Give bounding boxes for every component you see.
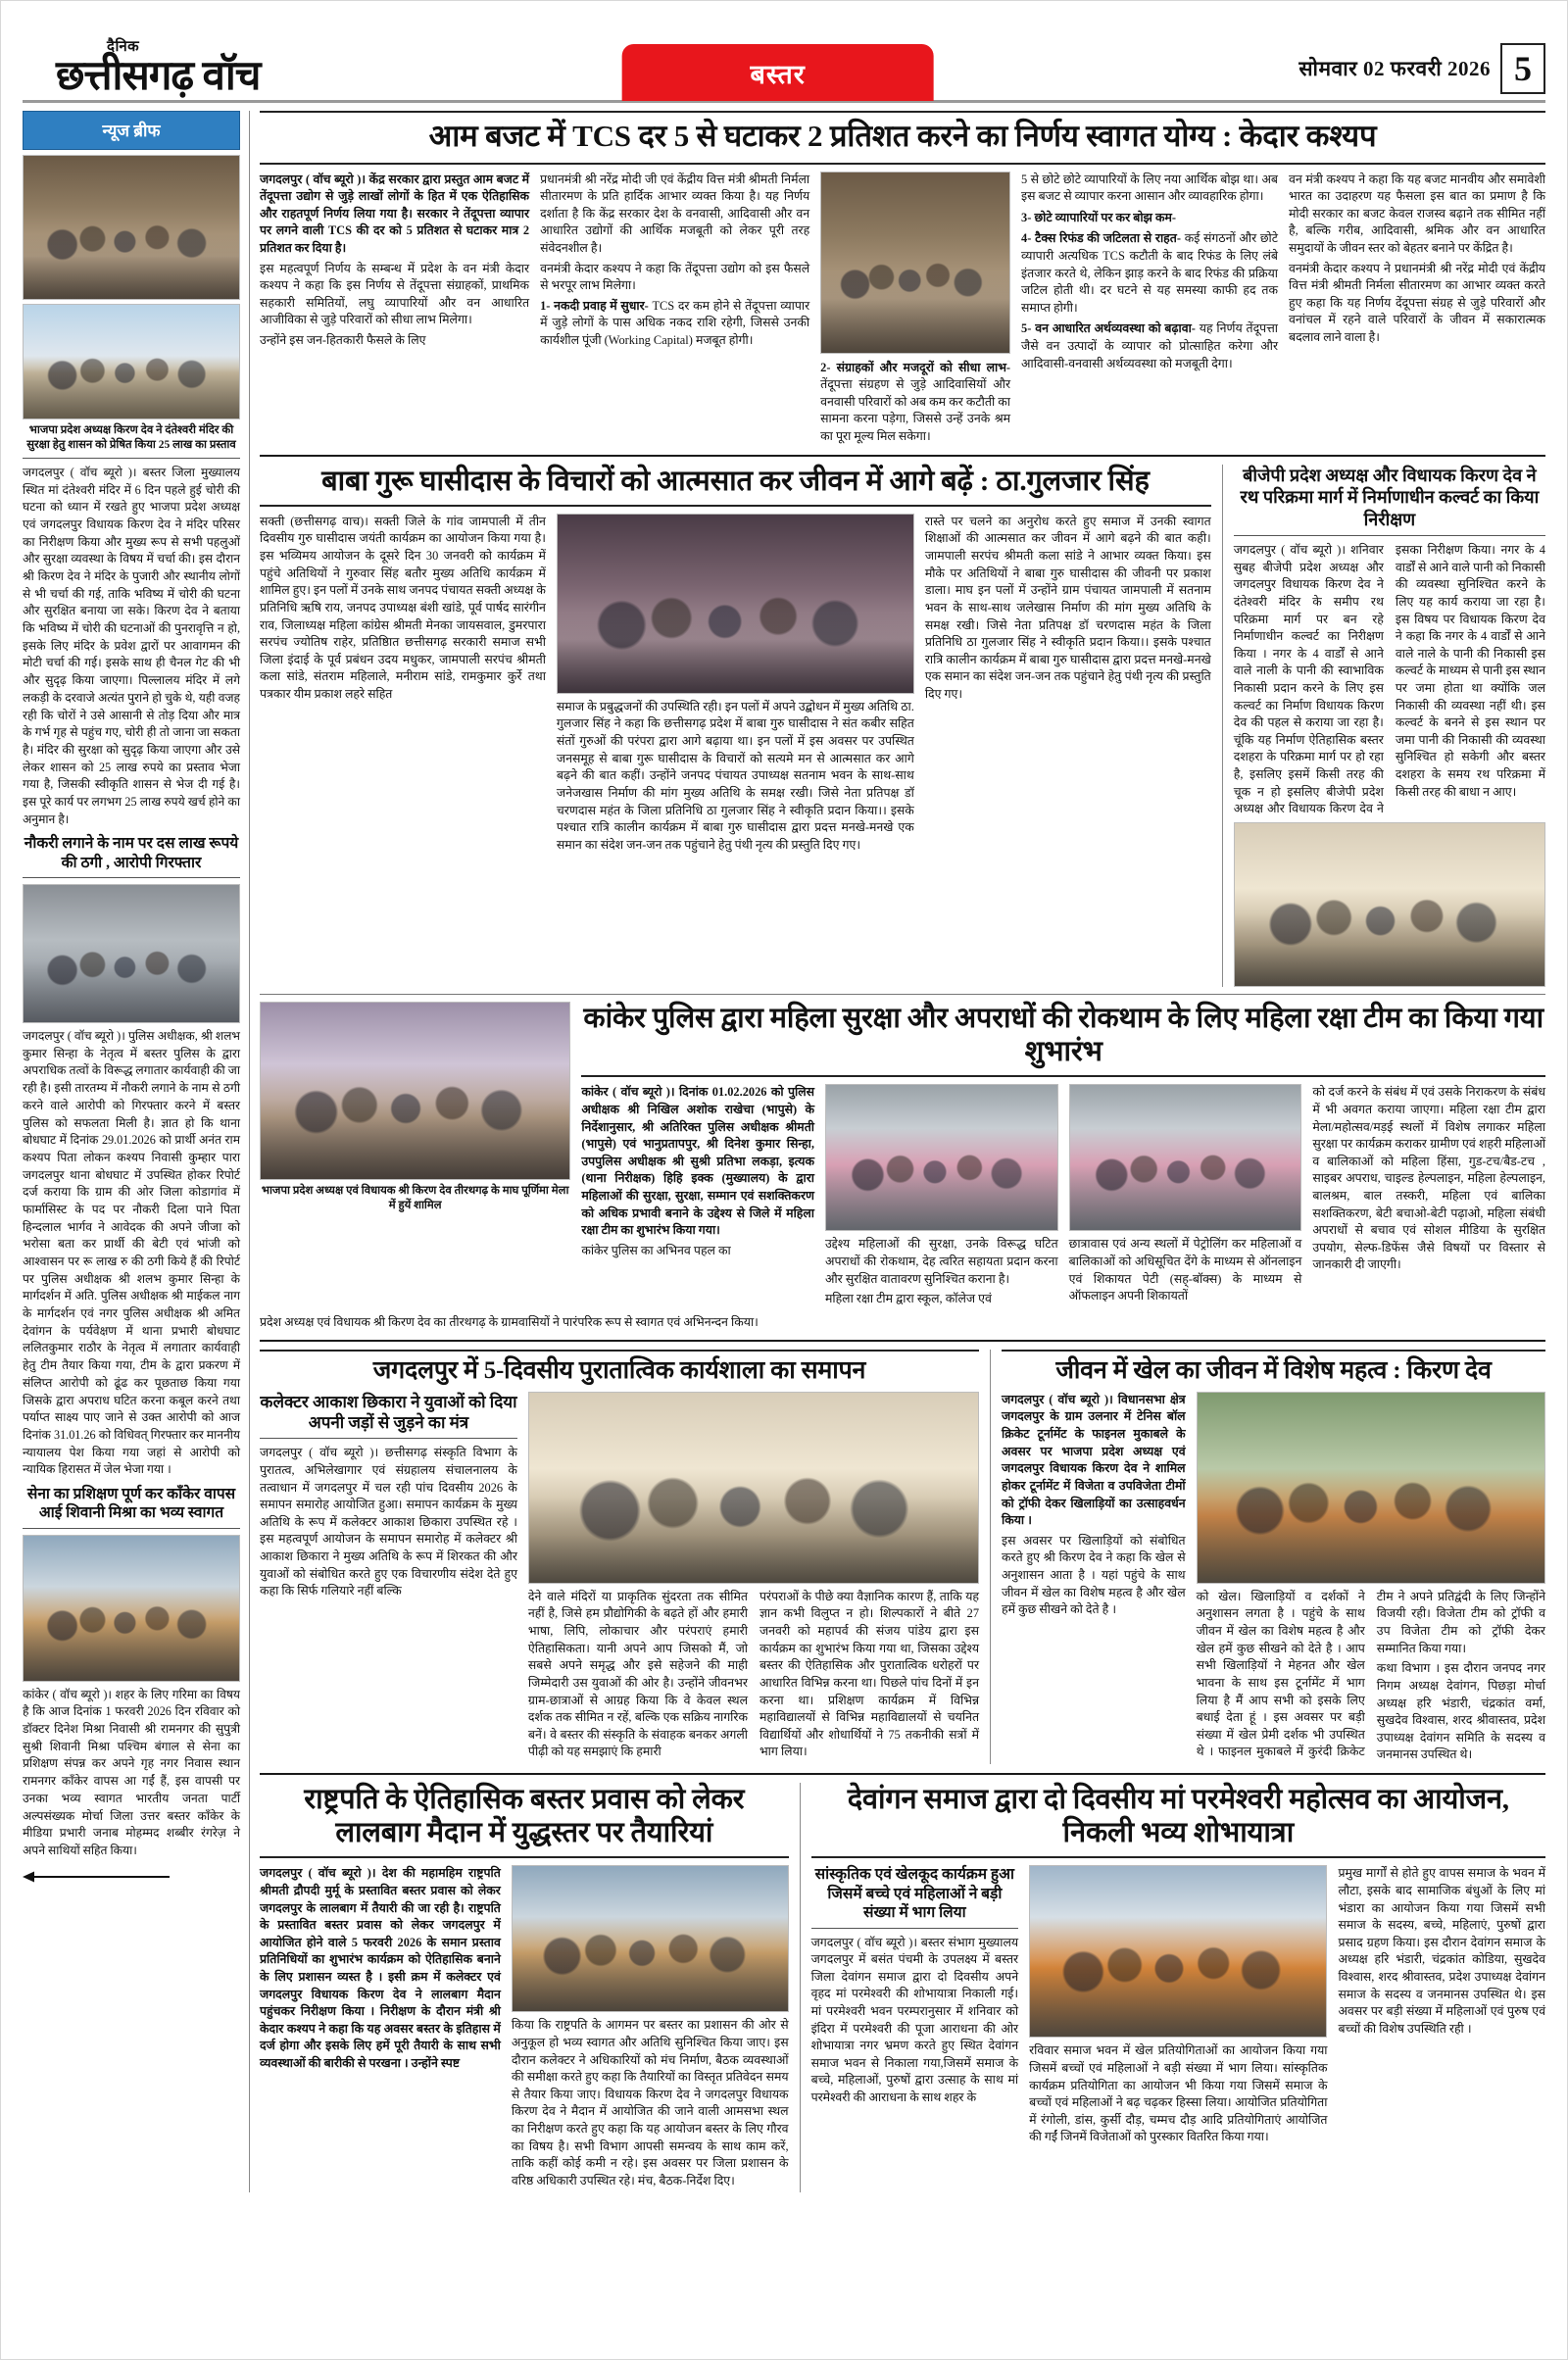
lead-point-3-title: छोटे व्यापारियों पर कर बोझ कम- [1034, 210, 1177, 224]
lead-point-4-title: टैक्स रिफंड की जटिलता से राहत- [1035, 231, 1181, 246]
lead-col2-text: प्रधानमंत्री श्री नरेंद्र मोदी जी एवं केंद्रीय वित्त मंत्री श्रीमती निर्मला सीतारमण के प्रति हार्दिक आभार व्यक्त किया है। यह निर्णय दर्शाता है कि केंद्र सरकार देश के वनवासी, आदिवासी और वन आधारित उद्योगों की आर्थिक मजबूती को लेकर पूरी तरह संवेदनशील है। [540, 172, 810, 256]
masthead [23, 19, 1545, 103]
culvert-text: जगदलपुर ( वॉच ब्यूरो )। शनिवार सुबह बीजेपी प्रदेश अध्यक्ष और जगदलपुर विधायक किरण देव ने दंतेश्वरी मंदिर के समीप रथ परिक्रमा मार्ग पर बन रहे निर्माणाधीन कल्वर्ट का निरीक्षण किया । नगर के 4 वार्डों से आने वाले नाली के पानी की स्वाभाविक निकासी प्रदान करने के लिए इस कल्वर्ट का निर्माण विधायक किरण देव की पहल से कराया जा रहा है। चूंकि यह निर्माण ऐतिहासिक बस्तर दशहरा के परिक्रमा मार्ग पर हो रहा है, इसलिए इसमें किसी तरह की चूक न हो इसलिए बीजेपी प्रदेश अध्यक्ष और विधायक किरण देव ने इसका निरीक्षण किया। नगर के 4 वार्डों से आने वाले पानी को निकासी की व्यवस्था सुनिश्चित करने के लिए यह कार्य कराया जा रहा है। इस विषय पर विधायक किरण देव ने कहा कि नगर के 4 वार्डों से आने वाले नाले के पानी की निकासी इस कल्वर्ट के माध्यम से पानी इस स्थान पर जमा होता था क्योंकि जल निकासी की व्यवस्था नहीं थी। इस कल्वर्ट के बनने से इस स्थान पर जमा पानी की निकासी की व्यवस्था सुनिश्चित हो सकेगी और बस्तर दशहरा के समय रथ परिक्रमा में किसी तरह की बाधा न आए। [1233, 543, 1545, 816]
left-rail [23, 111, 250, 2192]
date-block [1298, 43, 1545, 98]
president-photo [512, 1865, 789, 2012]
guru-col3-text: रास्ते पर चलने का अनुरोध करते हुए समाज में उनकी स्वागत शिक्षाओं की आत्मसात कर जीवन में आगे बढ़ने की बात कही। जामपाली सरपंच श्रीमती कला सांडे ने आभार व्यक्त किया। इस मौके पर अतिथियों ने बाबा गुरु घासीदास की जीवनी पर प्रकाश डाला। माघ इन पलों में उन्होंने ग्राम पंचायत जामपाली में सतनाम भवन के साथ-साथ जलेखास निर्माण की मांग मुख्य अतिथि के समक्ष रखी। जिसे नेता प्रतिपक्ष डॉ चरणदास महंत के जिला प्रतिनिधि ठा गुलजार सिंह ने स्वीकृति प्रदान किया।। इसके पश्चात रात्रि कालीन कार्यक्रम में बाबा गुरु घासीदास द्वारा प्रदत्त मनखे-मनखे एक समान का संदेश जन-जन तक पहुंचाने हेतु पंथी नृत्य की प्रस्तुति दिए गए। [924, 514, 1211, 701]
lead-headline: आम बजट में TCS दर 5 से घटाकर 2 प्रतिशत करने का निर्णय स्वागत योग्य : केदार कश्यप [260, 111, 1545, 165]
rail-photo-temple [23, 304, 240, 419]
lead-point-4-num: 4- [1021, 231, 1032, 246]
rail-headline-3: सेना का प्रशिक्षण पूर्ण कर कॉंकेर वापस आई शिवानी मिश्रा का भव्य स्वागत [26, 1485, 236, 1522]
guru-headline: बाबा गुरू घासीदास के विचारों को आत्मसात कर जीवन में आगे बढ़ें : ठा.गुलजार सिंह [321, 465, 1150, 497]
lead-col1-text: जगदलपुर ( वॉच ब्यूरो )। केंद्र सरकार द्वारा प्रस्तुत आम बजट में तेंदूपत्ता उद्योग से जुड़े लाखों लोगों के हित में एक ऐतिहासिक और राहतपूर्ण निर्णय लिया गया है। सरकार ने तेंदूपत्ता व्यापार पर लगने वाली TCS की दर को 5 प्रतिशत से घटाकर मात्र 2 प्रतिशत कर दिया है। [260, 172, 530, 256]
culvert-photo [1234, 822, 1545, 987]
guru-col2-text: समाज के प्रबुद्धजनों की उपस्थिति रही। इन पलों में अपने उद्बोधन में मुख्य अतिथि ठा. गुलजार सिंह ने कहा कि छत्तीसगढ़ प्रदेश में बाबा गुरु घासीदास ने संत कबीर सहित संतों गुरुओं की परंपरा द्वारा आगे बढ़ाया था। इन पलों में इस अवसर पर उपस्थित जनसमूह से बाबा गुरू घासीदास के विचारों को सत्यमे मन से आत्मसात कर आगे बढ़ने की बात कहीं। उन्होंने जनपद पंचायत उपाध्यक्ष सतनाम भवन के साथ-साथ जनेजखास निर्माण की मांग मुख्य अतिथि के समक्ष रखी। जिसे नेता प्रतिपक्ष डॉ चरणदास महंत के जिला प्रतिनिधि ठा गुलजार सिंह ने स्वीकृति प्रदान किया।। इसके पश्चात रात्रि कालीन कार्यक्रम में बाबा गुरु घासीदास द्वारा प्रदत्त मनखे-मनखे एक समान का संदेश जन-जन तक पहुंचाने हेतु पंथी नृत्य की प्रस्तुति दिए गए। [556, 699, 914, 852]
lead-col1b-text: इस महत्वपूर्ण निर्णय के सम्बन्ध में प्रदेश के वन मंत्री केदार कश्यप ने कहा कि इस निर्णय से तेंदूपत्ता संग्राहकों, प्राथमिक सहकारी समितियों, लघु व्यापारियों और वन आधारित आजीविका से जुड़े परिवारों को सीधा लाभ मिलेगा। [260, 261, 530, 327]
sports-photo [1197, 1392, 1545, 1584]
lead-point-1-title: नकदी प्रवाह में सुधार- [554, 298, 649, 313]
main-content [260, 111, 1545, 2192]
devangan-col1-text: जगदलपुर ( वॉच ब्यूरो )। बस्तर संभाग मुख्यालय जगदलपुर में बसंत पंचमी के उपलक्ष्य में बस्तर जिला देवांगन समाज द्वारा दो दिवसीय अपने वृहद मां परमेश्वरी की शोभायात्रा निकाली गई। मां परमेश्वरी भवन परम्परानुसार में शनिवार को इंदिरा में परमेश्वरी की पूजा आराधना की ओर शोभायात्रा नगर भ्रमण करते हुए स्थित देवांगन समाज भवन से निकाला गया,जिसमें समाज के बच्चे, महिलाओं, पुरुषों द्वारा उत्साह के साथ मां परमेश्वरी की आराधना के साथ शहर के [810, 1935, 1019, 2104]
story-workshop [260, 1350, 979, 1764]
lead-col5b-text: वनमंत्री केदार कश्यप ने प्रधानमंत्री श्री नरेंद्र मोदी एवं केंद्रीय वित्त मंत्री श्रीमती निर्मला सीतारमण का आभार व्यक्त करते हुए कहा कि यह निर्णय देंदूपत्ता संग्रह से जुड़े परिवारों और वनांचल में रहने वाले परिवारों के जीवन में सकारात्मक बदलाव लाने वाला है। [1289, 261, 1545, 345]
kanker-col3-text: छात्रावास एवं अन्य स्थलों में पेट्रोलिंग कर महिलाओं व बालिकाओं को अधिसूचित देंगे के माध्यम से ऑनलाइन एवं शिकायत पेटी (सह्-बॉक्स) के माध्यम से ऑफलाइन अपनी शिकायतों [1068, 1237, 1302, 1303]
newspaper-logo [56, 40, 260, 98]
workshop-col1-text: जगदलपुर ( वॉच ब्यूरो )। छत्तीसगढ़ संस्कृति विभाग के पुरातत्व, अभिलेखागार एवं संग्रहालय संचालनालय के तत्वाधान में जगदलपुर में चल रही पांच दिवसीय 2026 के समापन समारोह आयोजित हुआ। समापन कार्यक्रम के मुख्य अतिथि के रूप में कलेक्टर आकाश छिकारा उपस्थित रहे । इस महत्वपूर्ण आयोजन के समापन समारोह में कलेक्टर श्री आकाश छिकारा ने मुख्य अतिथि के रूप में शिरकत की और युवाओं को संबोधित करते हुए एक विचारणीय संदेश देते हुए कहा कि सिर्फ गलियारे नहीं बल्कि [260, 1446, 517, 1598]
lead-portrait-photo [820, 172, 1010, 354]
president-col1-text: जगदलपुर ( वॉच ब्यूरो )। देश की महामहिम राष्ट्रपति श्रीमती द्रौपदी मुर्मू के प्रस्तावित बस्तर प्रवास को लेकर जगदलपुर के लालबाग में तैयारी की जा रही है। राष्ट्रपति के प्रस्तावित बस्तर प्रवास को लेकर जगदलपुर में आयोजित होने वाले 5 फरवरी 2026 के समान प्रस्ताव प्रतिनिधियों का शुभारंभ कार्यक्रम को ऐतिहासिक बनाने के लिए प्रशासन व्यस्त है । इसी क्रम में कलेक्टर एवं जगदलपुर विधायक किरण देव ने लालबाग मैदान पहुंचकर निरीक्षण किया । निरीक्षण के दौरान मंत्री श्री केदार कश्यप ने कहा कि यह अवसर बस्तर के इतिहास में दर्ज होगा और इसके लिए हमें पूरी तैयारी के साथ सभी व्यवस्थाओं की बारीकी से परखना । उन्होंने स्पष्ट [260, 1866, 501, 2071]
row-kanker [260, 1002, 1545, 1311]
kanker-photo [825, 1084, 1058, 1231]
workshop-col2-text: देने वाले मंदिरों या प्राकृतिक सुंदरता तक सीमित नहीं है, जिसे हम प्रौद्योगिकी के बढ़ते हों और हमारी भाषा, लिपि, लोकाचार और परंपराएं हमारी ऐतिहासिकता। यानी अपने आप जिसको मैं, जो सबसे अपने समृद्ध और इसे सहेजने की माही जिम्मेदारी उस युवाओं की ओर है। उन्होंने जीवनभर ग्राम-छात्राओं से आग्रह किया कि वे केवल स्थल दर्शक तक सीमित न रहें, बल्कि एक सक्रिय नागरिक बनें। वे बस्तर की संस्कृति के संवाहक बनकर अगली पीढ़ी को यह समझाएं कि हमारी [527, 1589, 748, 1759]
row-president-devangan [260, 1783, 1545, 2193]
lead-point-5-num: 5- [1021, 321, 1032, 336]
president-col2-text: किया कि राष्ट्रपति के आगमन पर बस्तर का प्रशासन की ओर से अनुकूल हो भव्य स्वागत और अतिथि सुनिश्चित किया जाए। इस दौरान कलेक्टर ने अधिकारियों को मंच निर्माण, बैठक व्यवस्थाओं की समीक्षा करते हुए कहा कि तैयारियों का विस्तृत प्रतिवेदन समय से तैयार किया जाए। विधायक किरण देव ने जगदलपुर विधायक किरण देव ने मैदान में आयोजित की जाने वाली आमसभा स्थल का निरीक्षण करते हुए कहा कि यह आयोजन बस्तर के लिए गौरव का विषय है। सभी विभाग आपसी समन्वय के साथ काम करें, ताकि कहीं कोई कमी न रहे। इस अवसर पर जिला प्रशासन के वरिष्ठ अधिकारी उपस्थित रहे। मंच, बैठक-निर्देश दिए। [511, 2018, 789, 2188]
kiran-fair-caption: भाजपा प्रदेश अध्यक्ष एवं विधायक श्री किरण देव तीरथगढ़ के माघ पूर्णिमा मेला में हुयें शामिल [261, 1184, 569, 1211]
rail-article-1-text: जगदलपुर ( वॉच ब्यूरो )। बस्तर जिला मुख्यालय स्थित मां दंतेश्वरी मंदिर में 6 दिन पहले हुई चोरी की घटना को ध्यान में रखते हुए भाजपा प्रदेश अध्यक्ष एवं जगदलपुर विधायक किरण देव ने मंदिर परिसर का निरीक्षण किया और मुख्य रूप से सभी पहलुओं और सुरक्षा व्यवस्था के विषय में चर्चा की। इस दौरान श्री किरण देव ने मंदिर के पुजारी और स्थानीय लोगों से भी चर्चा की गई, ताकि भविष्य में चोरी की घटना और सुरक्षित बनाया जा सके। किरण देव ने बताया कि भविष्य में चोरी की घटनाओं की पुनरावृत्ति न हो, इसके लिए मंदिर के प्रवेश द्वारों पर आवागमन की मोटी चर्चा की गई। इसके साथ ही चैनल गेट की भी और सुदृढ़ किया जाएगा। पिल्लालय मंदिर में लगे लकड़ी के दरवाजे अत्यंत पुराने हो चुके थे, यही वजह रही कि चोरों ने उसे आसानी से तोड़ दिया और मात्र के गर्भ गृह से पहुंच गए, चोरी ही तो जाना जा सकता है। मंदिर की सुरक्षा को सुदृढ़ किया जाएगा और उसे लेकर शासन को 25 लाख रुपये का प्रस्ताव भेजा गया है, जिसकी स्वीकृति शासन से भेज दी गई है। इस पूरे कार्य पर लगभग 25 लाख रुपये खर्च होने का अनुमान है। [23, 465, 240, 826]
lead-point-5-title: वन आधारित अर्थव्यवस्था को बढ़ावा- [1035, 321, 1196, 336]
lead-point-4-text: कई संगठनों और छोटे व्यापारी अत्यधिक TCS कटौती के बाद रिफंड के लिए लंबे इंतजार करते थे, लेकिन झाड़ करने के बाद रिफंड की प्रक्रिया जटिल होती थी। दर घटने से यह समस्या काफी हद तक समाप्त होगी। [1021, 231, 1279, 315]
lead-point-1-text: TCS दर कम होने से तेंदूपत्ता व्यापार में जुड़े लोगों के पास अधिक नकद राशि रहेगी, जिससे उनकी कार्यशील पूंजी (Working Capital) मजबूत होगी। [540, 298, 810, 348]
lead-story [260, 111, 1545, 446]
devangan-col2-text: प्रमुख मार्गों से होते हुए वापस समाज के भवन में लौटा, इसके बाद सामाजिक बंधुओं के लिए मां भंडारा का आयोजन किया गया जिसमें सभी समाज के सदस्य, बच्चे, महिलाएं, पुरुषों द्वारा प्रसाद ग्रहण किया। इस दौरान देवांगन समाज के अध्यक्ष हरि भंडारी, चंद्रकांत कोडिया, सुखदेव विश्वास, शरद श्रीवास्तव, प्रदेश उपाध्यक्ष देवांगन समाज के सदस्य व जनमानस उपस्थित थे। इस अवसर पर बड़ी संख्या में महिलाओं एवं पुरुष एवं बच्चों की विशेष उपस्थिति रही । [1338, 1866, 1545, 2036]
lead-point-5-text: यह निर्णय तेंदूपत्ता जैसे वन उत्पादों के व्यापार को प्रोत्साहित करेगा और आदिवासी-वनवासी अर्थव्यवस्था को मजबूती देगा। [1021, 321, 1279, 370]
devangan-photo [1029, 1865, 1327, 2038]
left-arrow-icon [23, 1870, 170, 1884]
sports-col2-text: को खेल। खिलाड़ियों व दर्शकों ने अनुशासन लगता है । पहुंचे के साथ जीवन में खेल का विशेष महत्व है और खेल हमें कुछ सीखने को देते है । आप सभी खिलाड़ियों ने मेहनत और खेल भावना के साथ इस टूर्नामेंट में भाग लिया है मैं आप सभी को इसके लिए बधाई देता हूं । इस अवसर पर बड़ी संख्या में खेल प्रेमी दर्शक भी उपस्थित थे । फाइनल मुकाबले में कुरंदी क्रिकेट टीम ने अपने प्रतिद्वंदी के लिए जिन्होंने विजयी रही। विजेता टीम को ट्रॉफी व उप विजेता टीम को ट्रॉफी देकर सम्मानित किया गया। [1196, 1589, 1545, 1759]
row-guru-culvert [260, 465, 1545, 987]
story-kanker [581, 1002, 1545, 1311]
kanker-col4-text: को दर्ज करने के संबंध में एवं उसके निराकरण के संबंध में भी अवगत कराया जाएगा। महिला रक्षा टीम द्वारा मेला/महोत्सव/मड़ई स्थलों में विशेष लगाकर महिला सुरक्षा पर कार्यक्रम कराकर ग्रामीण एवं शहरी महिलाओं व बालिकाओं को महिला हिंसा, गुड-टच/बैड-टच , साइबर अपराध, चाइल्ड हेल्पलाइन, महिला हेल्पलाइन, बालश्रम, बाल तस्करी, महिला एवं बालिका सशक्तिकरण, बेटी बचाओ-बेटी पढ़ाओ, महिला संबंधी अपराधों से बचाव एवं सोशल मीडिया के सुरक्षित उपयोग, सेल्फ-डिफेंस जैसे विषयों पर विस्तार से जानकारी दी जाएगी। [1312, 1085, 1545, 1272]
sports-col1b-text: इस अवसर पर खिलाड़ियों को संबोधित करते हुए श्री किरण देव ने कहा कि खेल से अनुशासन आता है । यहां पहुंचे के साथ जीवन में खेल का विशेष महत्व है और खेल हमें कुछ सीखने को देते है । [1002, 1533, 1186, 1617]
kanker-col1b-text: कांकेर पुलिस का अभिनव पहल का [581, 1243, 731, 1257]
devangan-col3-text: रविवार समाज भवन में खेल प्रतियोगिताओं का आयोजन किया गया जिसमें बच्चों एवं महिलाओं ने बड़ी संख्या में भाग लिया। सांस्कृतिक कार्यक्रम प्रतियोगिता का आयोजन भी किया गया जिसमें समाज के बच्चों एवं महिलाओं ने बढ़ चढ़कर हिस्सा लिया। आयोजित प्रतियोगिता में रंगोली, डांस, कुर्सी दौड़, चम्मच दौड़ आदि प्रतियोगिताएं आयोजित की गईं जिनमें विजेताओं को पुरस्कार वितरित किया गया। [1029, 2043, 1328, 2144]
kanker-col1-text: कांकेर ( वॉच ब्यूरो )। दिनांक 01.02.2026 को पुलिस अधीक्षक श्री निखिल अशोक राखेचा (भापुसे) के निर्देशानुसार, श्री अतिरिक्त पुलिस अधीक्षक श्रीमती (भापुसे) एवं भानुप्रतापपुर, श्री दिनेश कुमार सिन्हा, उपपुलिस अधीक्षक श्री सुश्री प्रतिभा लकड़ा, इत्यक (थाना निरीक्षक) हिहि इक्क (मुख्यालय) के द्वारा महिलाओं की सुरक्षा, सुरक्षा, सम्मान एवं सशक्तिकरण को अधिक प्रभावी बनाने के उद्देश्य से जिले में महिला रक्षा टीम का शुभारंभ किया गया। [581, 1085, 814, 1238]
story-devangan [800, 1783, 1545, 2193]
kanker-col2-text: उद्देश्य महिलाओं की सुरक्षा, उनके विरूद्ध घटित अपराधों की रोकथाम, देह त्वरित सहायता प्रदान करना और सुरक्षित वातावरण सुनिश्चित कराना है। [824, 1237, 1058, 1286]
guru-col1-text: सक्ती (छत्तीसगढ़ वाच)। सक्ती जिले के गांव जामपाली में तीन दिवसीय गुरु घासीदास जयंती कार्यक्रम का आयोजन किया गया है। इस भव्यिमय आयोजन के दूसरे दिन 30 जनवरी को कार्यक्रम में पहुंचे अतिथियों ने गुरुवार सिंह बतौर मुख्य अतिथि कार्यक्रम में शामिल हुए। इन पलों में उनके साथ जनपद पंचायत सक्ती अध्यक्ष के प्रतिनिधि ऋषि राय, जनपद उपाध्यक्ष बंशी खांडे, पूर्व पार्षद सारंगीन राव, जिलाध्यक्ष महिला कांग्रेस श्रीमती मेनका जायसवाल, डुमरपारा सरपंच ज्योतिष राहेर, प्रतिष्ठाित छत्तीसगढ़ सरकारी समाज सभी जिला इंदाई के पूर्व प्रबंधन उदय मधुकर, जामपाली सरपंच श्रीमती कला सांडे, संतराम महिलाले, मनीराम सांडे, रामकुमार कुर्रे तथा पत्रकार यीम प्रकाश लहरे सहित [260, 514, 546, 701]
row-workshop-sports [260, 1350, 1545, 1764]
president-headline: राष्ट्रपति के ऐतिहासिक बस्तर प्रवास को लेकर लालबाग मैदान में युद्धस्तर पर तैयारियां [304, 1783, 745, 1849]
news-brief-photo [23, 155, 240, 300]
lead-point-2-text: तेंदूपत्ता संग्रहण से जुड़े आदिवासियों और वनवासी परिवारों को अब कम कर कटौती का सामना करना पड़ेगा, जिससे उन्हें उनके श्रम का पूरा मूल्य मिल सकेगा। [820, 377, 1011, 444]
workshop-col3-text: परंपराओं के पीछे क्या वैज्ञानिक कारण हैं, ताकि यह ज्ञान कभी विलुप्त न हो। शिल्पकारों ने बीते 27 जनवरी को महापर्व की संजय पांडेय द्वारा इस कार्यक्रम का शुभारंभ किया गया था, जिसका उद्देश्य बस्तर की ऐतिहासिक और पुरातात्विक धरोहरों पर आधारित विभिन्न करना था। पिछले पांच दिनों में इन करना था। प्रशिक्षण कार्यक्रम में विभिन्न महाविद्यालयों से विभिन्न महाविद्यालयों से चयनित विद्यार्थियों और शोधार्थियों ने 75 तकनीकी सत्रों में भाग लिया। [759, 1589, 980, 1759]
logo-kicker: दैनिक [107, 38, 140, 55]
logo-title: छत्तीसगढ़ वॉच [56, 53, 261, 99]
kanker-col2b-text: महिला रक्षा टीम द्वारा स्कूल, कॉलेज एवं [824, 1292, 992, 1306]
lead-col2b-text: वनमंत्री केदार कश्यप ने कहा कि तेंदूपत्ता उद्योग को इस फैसले से भरपूर लाभ मिलेगा। [540, 261, 810, 293]
page-number: 5 [1500, 43, 1545, 94]
story-guru-ghasidas [260, 465, 1211, 987]
guru-photo [557, 514, 914, 694]
kanker-caption: प्रदेश अध्यक्ष एवं विधायक श्री किरण देव का तीरथगढ़ के ग्रामवासियों ने पारंपरिक रूप से स्वागत एवं अभिनन्दन किया। [260, 1314, 759, 1329]
devangan-headline: देवांगन समाज द्वारा दो दिवसीय मां परमेश्वरी महोत्सव का आयोजन, निकली भव्य शोभायात्रा [847, 1783, 1509, 1849]
kanker-photo-2 [1069, 1084, 1302, 1231]
sports-col1-text: जगदलपुर ( वॉच ब्यूरो )। विधानसभा क्षेत्र जगदलपुर के ग्राम उलनार में टेनिस बॉल क्रिकेट टूर्नामेंट के फाइनल मुकाबले के अवसर पर भाजपा प्रदेश अध्यक्ष एवं जगदलपुर विधायक किरण देव ने शामिल होकर टूर्नामेंट में विजेता व उपविजेता टीमों को ट्रॉफी देकर खिलाड़ियों का उत्साहवर्धन किया । [1002, 1392, 1186, 1528]
workshop-subhead: कलेक्टर आकाश छिकारा ने युवाओं को दिया अपनी जड़ों से जुड़ने का मंत्र [260, 1392, 517, 1433]
lead-point-2-cont: 5 से छोटे छोटे व्यापारियों के लिए नया आर्थिक बोझ था। अब इस बजट से व्यापार करना आसान और व्यावहारिक होगा। [1021, 172, 1279, 204]
kanker-headline: कांकेर पुलिस द्वारा महिला सुरक्षा और अपराधों की रोकथाम के लिए महिला रक्षा टीम का किया गया शुभारंभ [583, 1002, 1544, 1068]
rail-photo-caption-1: भाजपा प्रदेश अध्यक्ष किरण देव ने दंतेश्वरी मंदिर की सुरक्षा हेतु शासन को प्रेषित किया 25 लाख का प्रस्ताव [26, 424, 236, 451]
lead-col1c-text: उन्होंने इस जन-हितकारी फैसले के लिए [260, 333, 426, 348]
story-president [260, 1783, 789, 2193]
workshop-photo [528, 1392, 979, 1584]
devangan-deck: सांस्कृतिक एवं खेलकूद कार्यक्रम हुआ जिसमें बच्चे एवं महिलाओं ने बड़ी संख्या में भाग लिया [814, 1866, 1015, 1922]
rail-article-3-text: कांकेर ( वॉच ब्यूरो )। शहर के लिए गरिमा का विषय है कि आज दिनांक 1 फरवरी 2026 दिन रविवार को डॉक्टर दिनेश मिश्रा निवासी श्री रामनगर की सुपुत्री सुश्री शिवानी मिश्रा पश्चिम बंगाल से सेना का प्रशिक्षण संपन्न कर अपने गृह नगर निवास स्थान रामनगर कॉंकेर वापस आ गईं हैं, इस वापसी पर उनका भव्य स्वागत भारतीय जनता पार्टी अल्पसंख्यक मोर्चा जिला उत्तर बस्तर कॉंकेर के मीडिया प्रभारी जनाब मोहम्मद शब्बीर रंगरेज़ ने अपने साथियों सहित किया। [23, 1687, 240, 1857]
culvert-headline: बीजेपी प्रदेश अध्यक्ष और विधायक किरण देव ने रथ परिक्रमा मार्ग में निर्माणाधीन कल्वर्ट का किया निरीक्षण [1240, 465, 1540, 529]
rail-headline-2: नौकरी लगाने के नाम पर दस लाख रूपये की ठगी , आरोपी गिरफ्तार [24, 835, 239, 871]
news-brief-header: न्यूज ब्रीफ [23, 111, 240, 150]
rail-photo-welcome [23, 1535, 240, 1682]
lead-col5-text: वन मंत्री कश्यप ने कहा कि यह बजट मानवीय और समावेशी भारत का उदाहरण यह फैसला इस बात का प्रमाण है कि मोदी सरकार का बजट केवल राजस्व बढ़ाने तक सीमित नहीं है, बल्कि गरीब, आदिवासी, श्रमिक और वन आधारित समुदायों के जीवन स्तर को बेहतर बनाने पर केंद्रित है। [1289, 172, 1545, 256]
sports-col3-text: कथा विभाग । इस दौरान जनपद नगर निगम अध्यक्ष देवांगन, पिछड़ा मोर्चा अध्यक्ष हरि भंडारी, चंद्रकांत वर्मा, सुखदेव विश्वास, शरद श्रीवास्तव, प्रदेश उपाध्यक्ष देवांगन समिति के सदस्य व जनमानस उपस्थित थे। [1376, 1661, 1545, 1762]
story-culvert [1222, 465, 1545, 987]
publication-date: सोमवार 02 फरवरी 2026 [1298, 57, 1491, 80]
lead-point-2-num: 2- [820, 360, 831, 374]
section-tab-bastar: बस्तर [622, 44, 934, 101]
lead-point-2-title: संग्राहकों और मजदूरों को सीधा लाभ- [836, 360, 1011, 374]
rail-article-2-text: जगदलपुर ( वॉच ब्यूरो )। पुलिस अधीक्षक, श्री शलभ कुमार सिन्हा के नेतृत्व में बस्तर पुलिस के द्वारा अपराधिक तत्वों के विरूद्ध लगातार कार्यवाही की जा रही है। इसी तारतम्य में नौकरी लगाने के नाम से ठगी करने वाले आरोपी को गिरफ्तार करने में बस्तर पुलिस को सफलता मिली है। ज्ञात हो कि थाना बोधघाट में दिनांक 29.01.2026 को प्रार्थी अनंत राम कश्यप पिता लोकन कश्यप निवासी कुम्हार पारा जगदलपुर थाना बोधघाट में उपस्थित होकर रिपोर्ट दर्ज कराया कि ग्राम की ओर जिला कोडागांव में फार्मासिस्ट के पद पर नौकरी दिला पाने पिता हिन्दलाल भार्गव ने आवेदक की अपने जीजा को भरोसा बता कर प्रार्थी की बेटी एवं भांजी को आश्वासन पर रू लाख रु की ठगी किये हैं की रिपोर्ट पर पुलिस अधीक्षक श्री शलभ कुमार सिन्हा के मार्गदर्शन में अति. पुलिस अधीक्षक श्री माईकल नाग के मार्गदर्शन एवं नगर पुलिस अधीक्षक श्री अमित देवांगन के पर्यवेक्षण में थाना प्रभारी बोधघाट ललितकुमार राठौर के नेतृत्व में लगातार कार्यवाही हेतु टीम तैयार किया गया, टीम के द्वारा प्रकरण में संलिप्त आरोपी को ढूंढ कर पूछताछ किया गया जिसके द्वारा अपराध घटित करना कबूल करने तथा पर्याप्त साक्ष्य पाए जाने से उक्त आरोपी को आज दिनांक 31.01.26 को विधिवत् गिरफ्तार कर माननीय न्यायालय पेश किया गया जहां से आरोपी को न्यायिक हिरासत में जेल भेजा गया । [23, 1029, 240, 1477]
lead-point-1-num: 1- [540, 298, 551, 313]
workshop-headline: जगदलपुर में 5-दिवसीय पुरातात्विक कार्यशाला का समापन [260, 1350, 979, 1386]
sports-headline: जीवन में खेल का जीवन में विशेष महत्व : किरण देव [1002, 1350, 1545, 1386]
lead-point-3-num: 3- [1021, 210, 1032, 224]
rail-photo-arrest [23, 884, 240, 1023]
kiran-fair-photo [260, 1002, 570, 1180]
story-sports [990, 1350, 1545, 1764]
